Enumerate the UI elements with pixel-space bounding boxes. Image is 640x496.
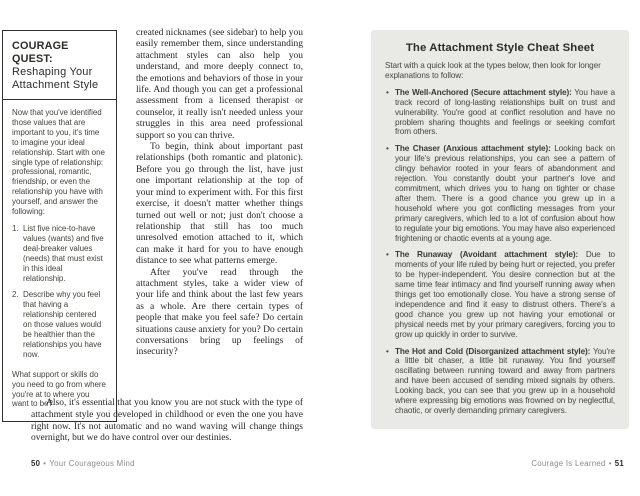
attachment-style-chaser bbox=[385, 144, 615, 243]
list-item-number: 2. bbox=[12, 290, 19, 300]
body-paragraph: created nicknames (see sidebar) to help you easily remember them, since understanding attachment styles can also help you understand, and more deeply connect to, the emotions and behaviors of those in your life. And though you can get a professional assessment from a licensed therapist or counselor, it really isn't needed unless your struggles in this area need professional support so you can thrive. bbox=[136, 28, 303, 141]
attachment-style-well-anchored bbox=[385, 88, 615, 138]
sidebar-intro: Now that you've identified those values that are important to you, it's time to imagine your ideal relationship. Start with one single type of relationship: professional, romantic, friendship, or even the relationship you have with yourself, and answer the following: bbox=[12, 108, 105, 217]
sidebar-numbered-list bbox=[12, 224, 107, 360]
attachment-style-list bbox=[385, 88, 615, 416]
list-item bbox=[12, 224, 107, 283]
page-number: 50 bbox=[31, 459, 41, 468]
attachment-style-runaway bbox=[385, 250, 615, 339]
sidebar-outro: What support or skills do you need to go from where you're at to where you want to be? bbox=[12, 369, 106, 409]
cheat-sheet-panel bbox=[371, 30, 629, 429]
attachment-style-hot-and-cold bbox=[385, 347, 615, 416]
style-description: Looking back on your life's previous relationships, you can see a pattern of clingy behavior rooted in your fears of abandonment and rejection. You constantly doubt your partner's love and commitment, which drives you to hang on tighter or chase after them. There is a good chance you grew up in a household where you got conflicting messages from your primary caregivers, which led to a lot of confusion about how to regulate your big emotions. You may have also experienced frightening or chaotic events at a young age. bbox=[395, 144, 615, 243]
page-number: 51 bbox=[614, 459, 624, 468]
sidebar-title-subject: Reshaping Your Attachment Style bbox=[12, 66, 99, 91]
style-name: The Well-Anchored (Secure attachment style): bbox=[395, 87, 572, 97]
list-item-number: 1. bbox=[12, 223, 19, 233]
cheat-sheet-intro: Start with a quick look at the types below, then look for longer explanations to follow: bbox=[385, 61, 601, 80]
style-description: You're a little bit chaser, a little bit runaway. You find yourself oscillating between running toward and away from partners and have been accused of sending mixed signals by others. Looking back, you can see that you grew up in a household where expressing big emotions was frowned on by neglectful, chaotic, or overly demanding primary caregivers. bbox=[395, 346, 615, 415]
courage-quest-sidebar bbox=[2, 30, 117, 422]
style-name: The Chaser (Anxious attachment style): bbox=[395, 144, 551, 154]
list-item-text: Describe why you feel that having a relationship centered on those values would be healthier than the relationships you have now. bbox=[23, 290, 102, 359]
bottom-paragraph: Also, it's essential that you know you are not stuck with the type of attachment style you developed in childhood or even the one you have right now. It's not automatic and no wand waving will change things overnight, but we do have control over our destinies. bbox=[31, 398, 303, 444]
body-paragraph: After you've read through the attachment styles, take a wider view of your life and think about the last few years as a whole. Are there certain types of people that make you feel safe? Do certain situations cause anxiety for you? Do certain conversations bring up feelings of insecurity? bbox=[136, 267, 303, 358]
style-name: The Hot and Cold (Disorganized attachment style): bbox=[395, 346, 591, 356]
footer-separator: • bbox=[608, 459, 612, 468]
list-item-text: List five nice-to-have values (wants) and five deal-breaker values (needs) that must exist in this ideal relationship. bbox=[23, 223, 104, 283]
cheat-sheet-title: The Attachment Style Cheat Sheet bbox=[405, 42, 595, 54]
sidebar-divider bbox=[3, 99, 116, 100]
book-title: Your Courageous Mind bbox=[49, 459, 135, 468]
sidebar-title-kicker: COURAGE QUEST: bbox=[12, 40, 69, 65]
right-page-footer bbox=[531, 459, 624, 468]
body-paragraph: To begin, think about important past relationships (both romantic and platonic). Before you go through the list, have just one important relationship at the top of your mind to experiment with. For this first exercise, it doesn't matter whether things turned out well or not; just don't choose a relationship that still has too much unresolved emotion attached to it, which can make it hard for you to have enough distance to see what patterns emerge. bbox=[136, 142, 303, 267]
body-text-column bbox=[136, 28, 303, 359]
list-item bbox=[12, 290, 107, 359]
style-description: Due to moments of your life ruled by being hurt or rejected, you prefer to be hyper-independent. You desire connection but at the same time fear intimacy and find yourself running away when things get too emotionally close. You have a strong sense of independence and find it easy to distrust others. There's a good chance you grew up not having your emotional or physical needs met by your primary caregivers, forcing you to grow up quickly in order to survive. bbox=[395, 250, 615, 339]
style-description: You have a track record of long-lasting relationships built on trust and vulnerability. You're good at conflict resolution and have no problem sharing thoughts and feelings or seeking comfort from others. bbox=[395, 87, 615, 137]
style-name: The Runaway (Avoidant attachment style): bbox=[395, 250, 579, 260]
chapter-title: Courage Is Learned bbox=[531, 459, 606, 468]
footer-separator: • bbox=[43, 459, 47, 468]
sidebar-title bbox=[12, 40, 107, 92]
left-page-footer bbox=[31, 459, 135, 468]
